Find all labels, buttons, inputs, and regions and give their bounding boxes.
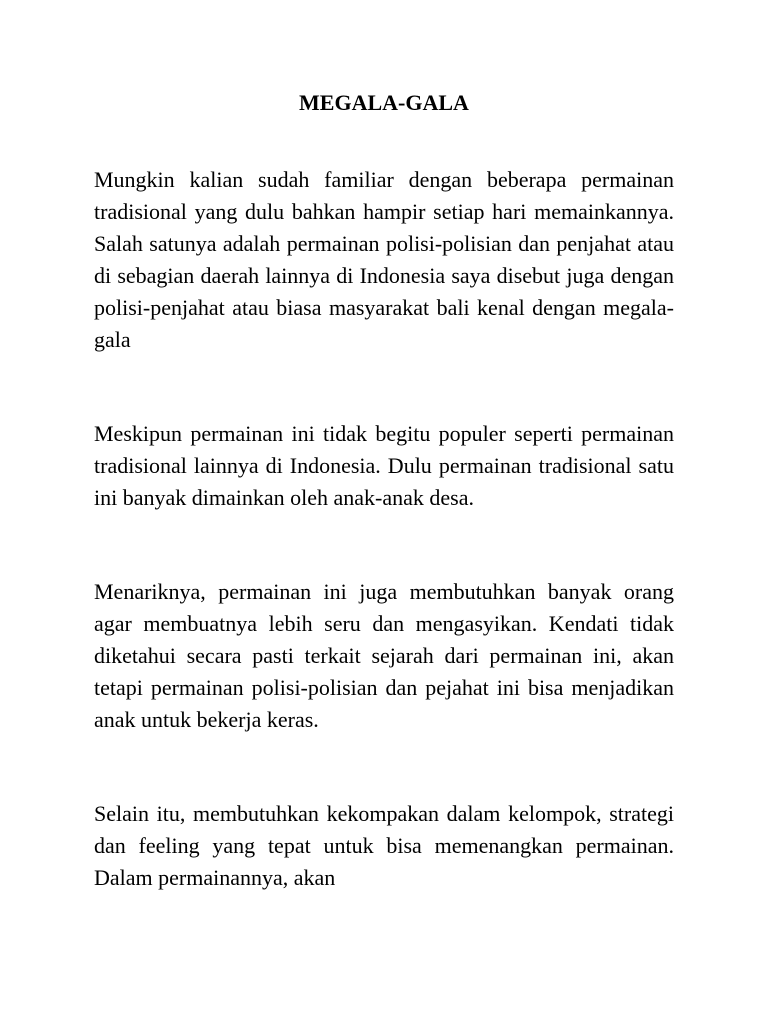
- document-body: [94, 88, 674, 956]
- document-title: MEGALA-GALA: [299, 90, 469, 115]
- paragraph-3: Menariknya, permainan ini juga membutuhkan banyak orang agar membuatnya lebih seru dan mengasyikan. Kendati tidak diketahui secara pasti terkait sejarah dari permainan ini, akan tetapi permainan polisi-polisian dan pejahat ini bisa menjadikan anak untuk bekerja keras.: [94, 579, 674, 732]
- paragraph-1: Mungkin kalian sudah familiar dengan beberapa permainan tradisional yang dulu bahkan hampir setiap hari memainkannya. Salah satunya adalah permainan polisi-polisian dan penjahat atau di sebagian daerah lainnya di Indonesia saya disebut juga dengan polisi-penjahat atau biasa masyarakat bali kenal dengan megala-gala: [94, 167, 674, 352]
- paragraph-4: Selain itu, membutuhkan kekompakan dalam kelompok, strategi dan feeling yang tepat untuk bisa memenangkan permainan. Dalam permainannya, akan: [94, 801, 674, 890]
- paragraph-2: Meskipun permainan ini tidak begitu populer seperti permainan tradisional lainnya di Indonesia. Dulu permainan tradisional satu ini banyak dimainkan oleh anak-anak desa.: [94, 421, 674, 510]
